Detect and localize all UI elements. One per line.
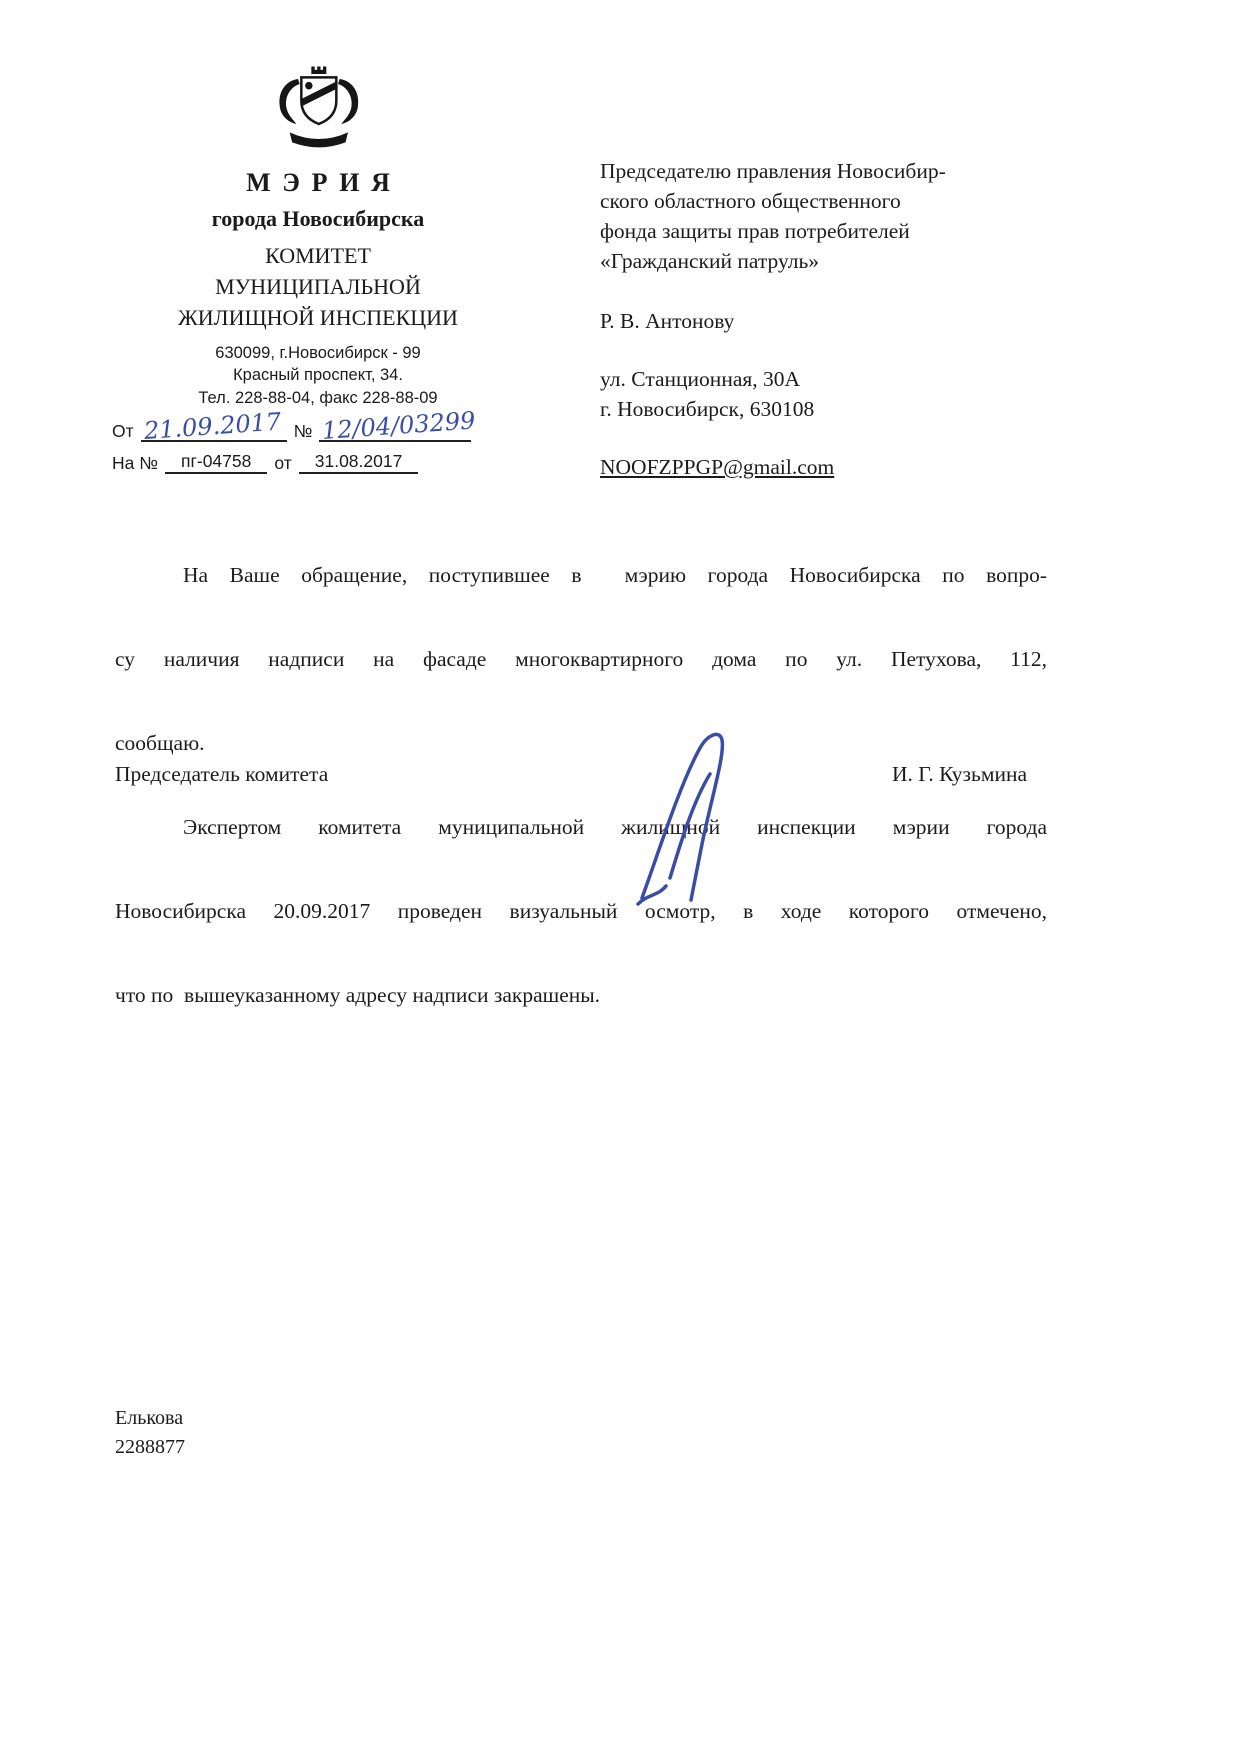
org-committee (112, 240, 524, 334)
body-line: сообщаю. (115, 731, 205, 755)
body-line: Экспертом комитета муниципальной жилищной инспекции мэрии города (183, 815, 1047, 839)
letterhead-left (112, 62, 524, 474)
recipient-block (600, 156, 1080, 482)
org-phone: Тел. 228-88-04, факс 228-88-09 (198, 389, 438, 408)
number-label: № (293, 421, 313, 441)
org-contacts (112, 342, 524, 410)
handwritten-date: 21.09.2017 (142, 407, 282, 445)
incoming-number: пг-04758 (165, 451, 267, 474)
recipient-address (600, 364, 1080, 424)
incoming-label: На № (112, 453, 159, 473)
org-subtitle: города Новосибирска (211, 206, 425, 231)
outgoing-date-underline (141, 407, 287, 445)
outgoing-number-underline (319, 406, 477, 445)
body-line: что по вышеуказанному адресу надписи закрашены. (115, 983, 601, 1007)
recipient-address-line: г. Новосибирск, 630108 (600, 397, 815, 421)
coat-of-arms-icon (268, 62, 368, 156)
committee-line-1: КОМИТЕТ (265, 243, 371, 268)
signature-row (115, 762, 1027, 787)
org-address-line-1: 630099, г.Новосибирск - 99 (215, 343, 421, 362)
recipient-name: Р. В. Антонову (600, 309, 735, 333)
executor-phone: 2288877 (115, 1436, 185, 1458)
org-address-line-2: Красный проспект, 34. (233, 366, 403, 385)
committee-line-2: МУНИЦИПАЛЬНОЙ (215, 274, 421, 300)
signer-name: И. Г. Кузьмина (892, 762, 1027, 786)
signer-position: Председатель комитета (115, 762, 329, 786)
body-line: су наличия надписи на фасаде многоквартирного дома по ул. Петухова, 112, (115, 647, 1047, 671)
incoming-from-label: от (274, 453, 292, 473)
body-line: Новосибирска 20.09.2017 проведен визуальный осмотр, в ходе которого отмечено, (115, 899, 1047, 923)
recipient-org-line: Председателю правления Новосибир- (600, 159, 946, 183)
recipient-address-line: ул. Станционная, 30А (600, 367, 801, 391)
recipient-org-line: ского областного общественного (600, 189, 901, 213)
recipient-email: NOOFZPPGP@gmail.com (600, 455, 835, 479)
recipient-org-line: «Гражданский патруль» (600, 249, 820, 273)
recipient-org-line: фонда защиты прав потребителей (600, 219, 910, 243)
executor-name: Елькова (115, 1407, 184, 1429)
executor-block (115, 1404, 185, 1462)
handwritten-number: 12/04/03299 (321, 406, 477, 445)
body-line: На Ваше обращение, поступившее в мэрию города Новосибирска по вопро- (183, 563, 1047, 587)
incoming-date: 31.08.2017 (299, 451, 419, 474)
committee-line-3: ЖИЛИЩНОЙ ИНСПЕКЦИИ (178, 305, 458, 331)
incoming-ref-line (112, 451, 524, 474)
org-title: МЭРИЯ (246, 168, 402, 197)
from-label: От (112, 421, 134, 441)
handwritten-signature (628, 726, 748, 911)
outgoing-ref-line (112, 406, 524, 445)
